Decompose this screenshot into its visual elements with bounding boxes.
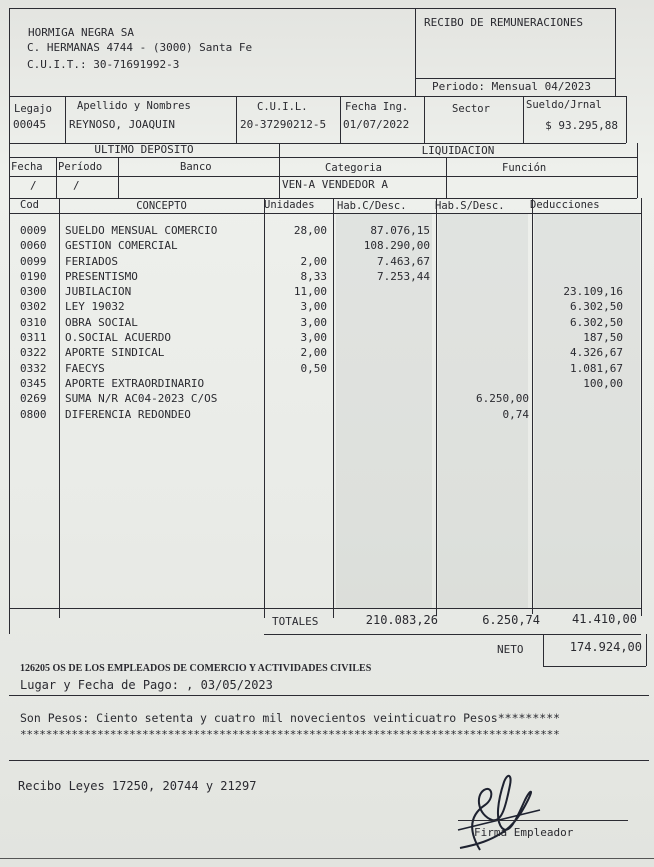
- row-hab-c: 7.463,67: [377, 254, 430, 268]
- row-cod: 0311: [20, 331, 47, 345]
- deposit-periodo-value: /: [73, 179, 80, 192]
- table-row: [0, 254, 654, 269]
- totals-label: TOTALES: [272, 615, 319, 628]
- company-cuit: C.U.I.T.: 30-71691992-3: [27, 58, 180, 71]
- row-concepto: PRESENTISMO: [65, 269, 138, 283]
- row-cod: 0345: [20, 376, 47, 390]
- table-row: [0, 361, 654, 376]
- row-deducciones: 4.326,67: [570, 346, 623, 360]
- row-cod: 0269: [20, 392, 47, 406]
- row-cod: 0800: [20, 407, 47, 421]
- company-address: C. HERMANAS 4744 - (3000) Santa Fe: [27, 41, 253, 54]
- son-pesos: Son Pesos: Ciento setenta y cuatro mil novecientos veinticuatro Pesos*********: [20, 711, 561, 725]
- hab-c-header: Hab.C/Desc.: [337, 200, 407, 212]
- row-concepto: O.SOCIAL ACUERDO: [65, 331, 171, 345]
- cuil-header: C.U.I.L.: [257, 101, 308, 113]
- row-unidades: 3,00: [300, 331, 327, 345]
- row-cod: 0332: [20, 361, 47, 375]
- deposit-title: ULTIMO DEPOSITO: [94, 143, 194, 156]
- legajo-value: 00045: [13, 118, 47, 131]
- table-row: [0, 391, 654, 406]
- payment-place-date: Lugar y Fecha de Pago: , 03/05/2023: [20, 678, 273, 692]
- row-concepto: OBRA SOCIAL: [65, 315, 138, 329]
- row-concepto: SUELDO MENSUAL COMERCIO: [65, 224, 218, 237]
- row-cod: 0300: [20, 285, 47, 299]
- row-hab-c: 87.076,15: [370, 224, 430, 237]
- row-concepto: LEY 19032: [65, 300, 125, 314]
- signature-label: Firma Empleador: [474, 826, 574, 839]
- row-concepto: GESTION COMERCIAL: [65, 239, 178, 253]
- row-hab-s: 0,74: [502, 407, 529, 421]
- period-value: Mensual 04/2023: [491, 80, 591, 93]
- row-deducciones: 6.302,50: [570, 300, 623, 314]
- row-cod: 0099: [20, 254, 47, 268]
- obra-social-line: [20, 663, 371, 674]
- company-name: HORMIGA NEGRA SA: [28, 26, 134, 39]
- totals-hab-c: 210.083,26: [365, 613, 438, 627]
- deposit-fecha-value: /: [30, 179, 37, 192]
- table-row: [0, 345, 654, 360]
- row-concepto: SUMA N/R AC04-2023 C/OS: [65, 392, 218, 406]
- receipt-title: RECIBO DE REMUNERACIONES: [424, 16, 583, 29]
- categoria-label: Categoria: [325, 162, 382, 174]
- deposit-periodo-label: Período: [58, 161, 103, 173]
- liquidacion-title: LIQUIDACION: [421, 144, 495, 157]
- fecha-ing-value: 01/07/2022: [343, 118, 410, 131]
- row-unidades: 2,00: [300, 254, 327, 268]
- title-divider: [415, 8, 416, 96]
- concepto-header: CONCEPTO: [136, 200, 187, 212]
- legajo-header: Legajo: [14, 103, 52, 115]
- row-deducciones: 187,50: [583, 331, 623, 345]
- table-row: [0, 315, 654, 330]
- cuil-value: 20-37290212-5: [240, 118, 327, 131]
- row-unidades: 28,00: [293, 224, 327, 237]
- row-deducciones: 23.109,16: [563, 285, 623, 299]
- row-unidades: 2,00: [300, 346, 327, 360]
- row-cod: 0302: [20, 300, 47, 314]
- row-unidades: 3,00: [300, 315, 327, 329]
- concept-rows: [0, 223, 654, 422]
- neto-label: NETO: [497, 643, 524, 656]
- table-row: [0, 223, 654, 238]
- categoria-value: VEN-A VENDEDOR A: [282, 178, 388, 191]
- totals-deducciones: 41.410,00: [571, 612, 637, 626]
- row-concepto: APORTE EXTRAORDINARIO: [65, 376, 205, 390]
- sueldo-value: $ 93.295,88: [545, 119, 618, 132]
- signature-scribble: [440, 760, 560, 855]
- sueldo-header: Sueldo/Jrnal: [526, 99, 602, 111]
- cod-header: Cod: [20, 199, 39, 211]
- row-unidades: 11,00: [293, 285, 327, 299]
- row-hab-c: 7.253,44: [377, 269, 430, 283]
- row-concepto: APORTE SINDICAL: [65, 346, 165, 360]
- row-cod: 0310: [20, 315, 47, 329]
- row-cod: 0009: [20, 224, 47, 237]
- deposit-banco-label: Banco: [180, 161, 212, 173]
- totals-hab-s: 6.250,74: [482, 613, 540, 627]
- hab-s-header: Hab.S/Desc.: [435, 200, 505, 212]
- table-row: [0, 330, 654, 345]
- period: [432, 80, 591, 93]
- os-name: DE LOS EMPLEADOS DE COMERCIO Y ACTIVIDADES CIVILES: [68, 663, 372, 674]
- neto-value: 174.924,00: [569, 640, 642, 654]
- row-cod: 0190: [20, 269, 47, 283]
- table-row: [0, 407, 654, 422]
- deposit-fecha-label: Fecha: [11, 161, 43, 173]
- table-row: [0, 299, 654, 314]
- row-concepto: FERIADOS: [65, 254, 118, 268]
- row-cod: 0322: [20, 346, 47, 360]
- period-label: Periodo:: [432, 80, 485, 93]
- row-unidades: 8,33: [300, 269, 327, 283]
- row-concepto: DIFERENCIA REDONDEO: [65, 407, 191, 421]
- funcion-label: Función: [502, 162, 547, 174]
- deducciones-header: Deducciones: [530, 199, 600, 211]
- row-deducciones: 100,00: [583, 376, 623, 390]
- row-concepto: FAECYS: [65, 361, 105, 375]
- table-row: [0, 284, 654, 299]
- row-cod: 0060: [20, 239, 47, 253]
- row-unidades: 3,00: [300, 300, 327, 314]
- table-row: [0, 238, 654, 253]
- unidades-header: Unidades: [264, 199, 315, 211]
- fecha-ing-header: Fecha Ing.: [345, 101, 409, 113]
- table-row: [0, 269, 654, 284]
- row-hab-s: 6.250,00: [476, 392, 529, 406]
- laws-text: Recibo Leyes 17250, 20744 y 21297: [18, 779, 257, 793]
- name-header: Apellido y Nombres: [77, 100, 191, 112]
- employee-name: REYNOSO, JOAQUIN: [69, 118, 175, 131]
- row-unidades: 0,50: [300, 361, 327, 375]
- row-deducciones: 6.302,50: [570, 315, 623, 329]
- table-row: [0, 376, 654, 391]
- os-label: OS: [52, 663, 66, 674]
- os-code: 126205: [20, 663, 50, 674]
- row-hab-c: 108.290,00: [363, 239, 430, 253]
- row-deducciones: 1.081,67: [570, 361, 623, 375]
- row-concepto: JUBILACION: [65, 285, 132, 299]
- sector-header: Sector: [452, 103, 490, 115]
- asterisk-line: ************************************************************************************: [20, 728, 560, 741]
